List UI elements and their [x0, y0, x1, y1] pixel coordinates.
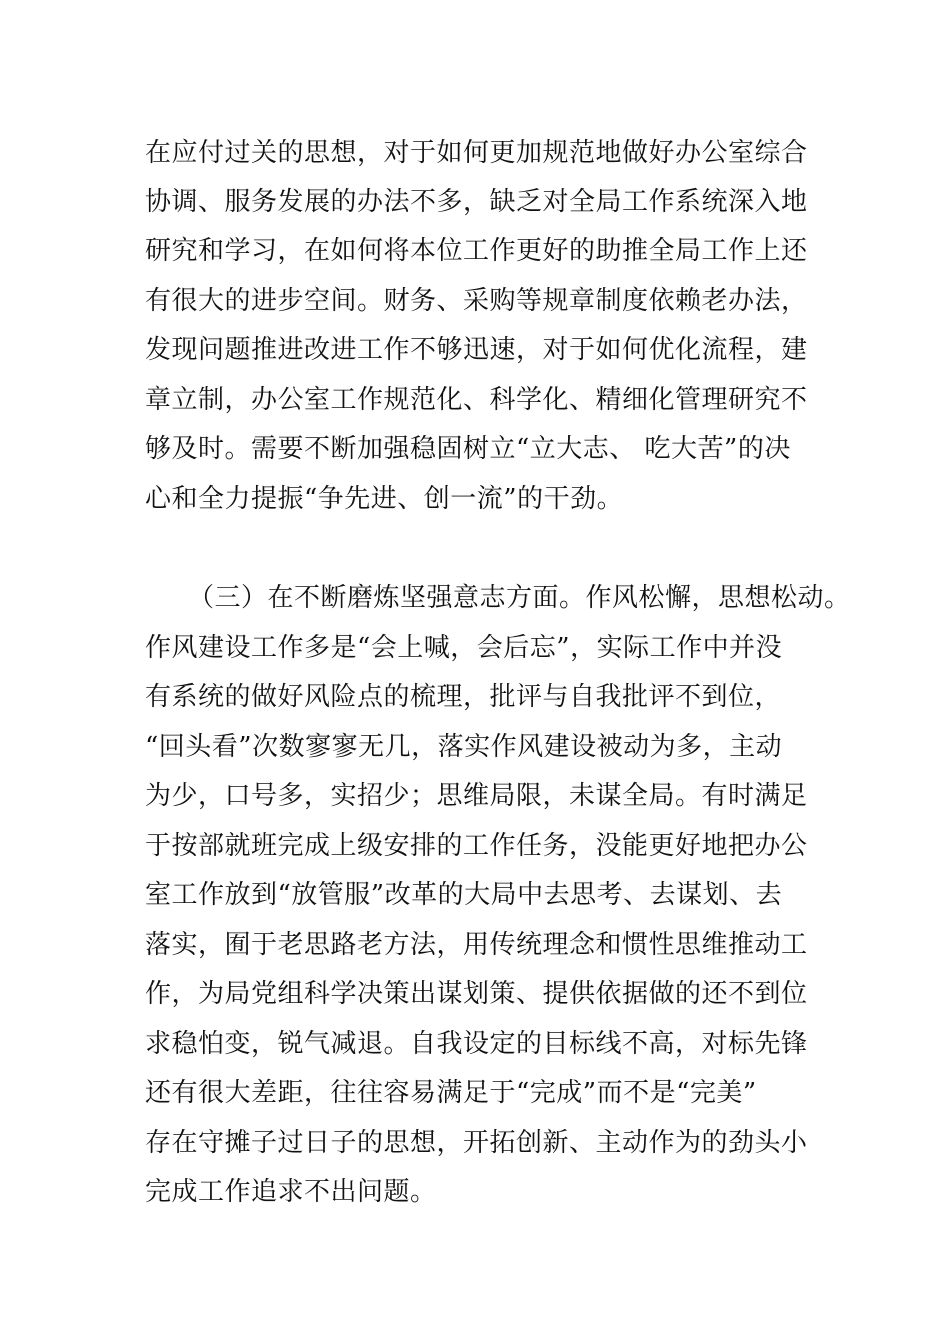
text-line: 心和全力提振“争先进、创一流”的干劲。 — [145, 484, 624, 514]
text-line: 有系统的做好风险点的梳理，批评与自我批评不到位， — [145, 682, 782, 712]
text-line: 章立制，办公室工作规范化、科学化、精细化管理研究不 — [145, 385, 808, 415]
text-line: 研究和学习，在如何将本位工作更好的助推全局工作上还 — [145, 236, 808, 266]
text-line: 在应付过关的思想，对于如何更加规范地做好办公室综合 — [145, 138, 808, 168]
text-line: 有很大的进步空间。财务、采购等规章制度依赖老办法， — [145, 286, 808, 316]
text-line: 发现问题推进改进工作不够迅速，对于如何优化流程，建 — [145, 335, 808, 365]
text-line: 存在守摊子过日子的思想，开拓创新、主动作为的劲头小 — [145, 1128, 808, 1158]
text-line: 完成工作追求不出问题。 — [145, 1177, 437, 1207]
text-line: 协调、服务发展的办法不多，缺乏对全局工作系统深入地 — [145, 187, 808, 217]
text-line: 作，为局党组科学决策出谋划策、提供依据做的还不到位 — [145, 979, 808, 1009]
text-line: 作风建设工作多是“会上喊，会后忘”，实际工作中并没 — [145, 633, 783, 663]
text-line: 于按部就班完成上级安排的工作任务，没能更好地把办公 — [145, 831, 808, 861]
text-line: 室工作放到“放管服”改革的大局中去思考、去谋划、去 — [145, 880, 783, 910]
section-heading-line: （三）在不断磨炼坚强意志方面。作风松懈，思想松动。 — [188, 583, 851, 613]
text-line: 落实，囿于老思路老方法，用传统理念和惯性思维推动工 — [145, 930, 808, 960]
text-line: “回头看”次数寥寥无几，落实作风建设被动为多，主动 — [145, 732, 783, 762]
text-line: 还有很大差距，往往容易满足于“完成”而不是“完美” — [145, 1078, 757, 1108]
text-line: 求稳怕变，锐气减退。自我设定的目标线不高，对标先锋 — [145, 1029, 808, 1059]
text-line: 为少，口号多，实招少；思维局限，未谋全局。有时满足 — [145, 781, 808, 811]
text-line: 够及时。需要不断加强稳固树立“立大志、 吃大苦”的决 — [145, 434, 791, 464]
